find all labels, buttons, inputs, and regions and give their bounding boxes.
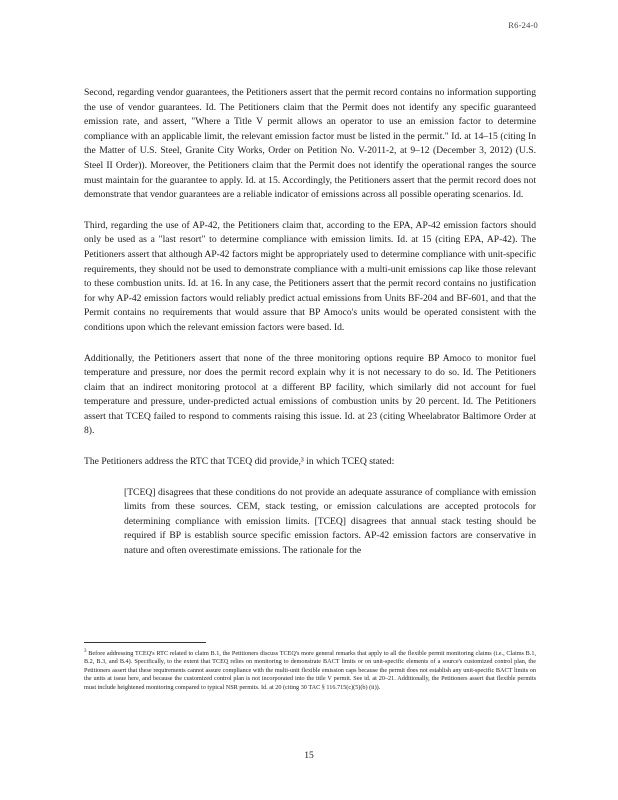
footnote-divider bbox=[84, 642, 206, 643]
body-text bbox=[84, 86, 536, 559]
block-quote: [TCEQ] disagrees that these conditions do not provide an adequate assurance of compliance with emission limits from these sources. CEM, stack testing, or emission calculations are accepted protocols for determining compliance with emission limits. [TCEQ] disagrees that annual stack testing should be required if BP is establish source specific emission factors. AP-42 emission factors are conservative in nature and often overestimate emissions. The rationale for the bbox=[124, 486, 536, 557]
footnote bbox=[84, 648, 536, 692]
paragraph-ap42: Third, regarding the use of AP-42, the Petitioners claim that, according to the EPA, AP-42 emission factors should only be used as a "last resort" to determine compliance with emission limits. Id. at 15 (citing EPA, AP-42). The Petitioners assert that although AP-42 factors might be appropriately used to determine compliance with unit-specific requirements, they should not be used to demonstrate compliance with a multi-unit emissions cap like those relevant to these combustion units. Id. at 16. In any case, the Petitioners assert that the permit record contains no justification for why AP-42 emission factors would reliably predict actual emissions from Units BF-204 and BF-601, and that the Permit contains no requirements that would assure that BP Amoco's units would be operated consistent with the conditions upon which the relevant emission factors were based. Id. bbox=[84, 219, 536, 333]
footnote-marker: 3 bbox=[84, 649, 87, 654]
paragraph-rtc-intro: The Petitioners address the RTC that TCEQ did provide,³ in which TCEQ stated: bbox=[84, 456, 395, 468]
footnote-text: Before addressing TCEQ's RTC related to claim B.1, the Petitioners discuss TCEQ's more general remarks that apply to all the flexible permit monitoring claims (i.e., Claims B.1, B.2, B.3, and B.4). Specifically, to the extent that TCEQ relies on monitoring to demonstrate BACT limits or on unit-specific elements of a source's customized control plan, the Petitioners assert that these requirements cannot assure compliance with the multi-unit flexible emission caps because the permit does not establish any unit-specific BACT limits on the units at issue here, and because the customized control plan is not incorporated into the title V permit. See id. at 20–21. Additionally, the Petitioners assert that flexible permits must include heightened monitoring compared to typical NSR permits. Id. at 20 (citing 30 TAC § 116.715(c)(5)(b) (ii)). bbox=[84, 650, 536, 691]
paragraph-vendor-guarantees: Second, regarding vendor guarantees, the Petitioners assert that the permit record contains no information supporting the use of vendor guarantees. Id. The Petitioners claim that the Permit does not identify any specific guaranteed emission rate, and assert, "Where a Title V permit allows an operator to use an emission factor to determine compliance with an applicable limit, the relevant emission factor must be listed in the permit." Id. at 14–15 (citing In the Matter of U.S. Steel, Granite City Works, Order on Petition No. V-2011-2, at 9–12 (December 3, 2012) (U.S. Steel II Order)). Moreover, the Petitioners claim that the Permit does not identify the operational ranges the source must maintain for the guarantee to apply. Id. at 15. Accordingly, the Petitioners assert that the permit record does not demonstrate that vendor guarantees are a reliable indicator of emissions across all possible operating scenarios. Id. bbox=[84, 87, 536, 201]
document-id: R6-24-0 bbox=[508, 20, 538, 30]
page-number: 15 bbox=[304, 750, 314, 761]
paragraph-monitoring: Additionally, the Petitioners assert that none of the three monitoring options require BP Amoco to monitor fuel temperature and pressure, nor does the permit record explain why it is not necessary to do so. Id. The Petitioners claim that an indirect monitoring protocol at a different BP facility, which similarly did not account for fuel temperature and pressure, under-predicted actual emissions of combustion units by 20 percent. Id. The Petitioners assert that TCEQ failed to respond to comments raising this issue. Id. at 23 (citing Wheelabrator Baltimore Order at 8). bbox=[84, 352, 536, 437]
